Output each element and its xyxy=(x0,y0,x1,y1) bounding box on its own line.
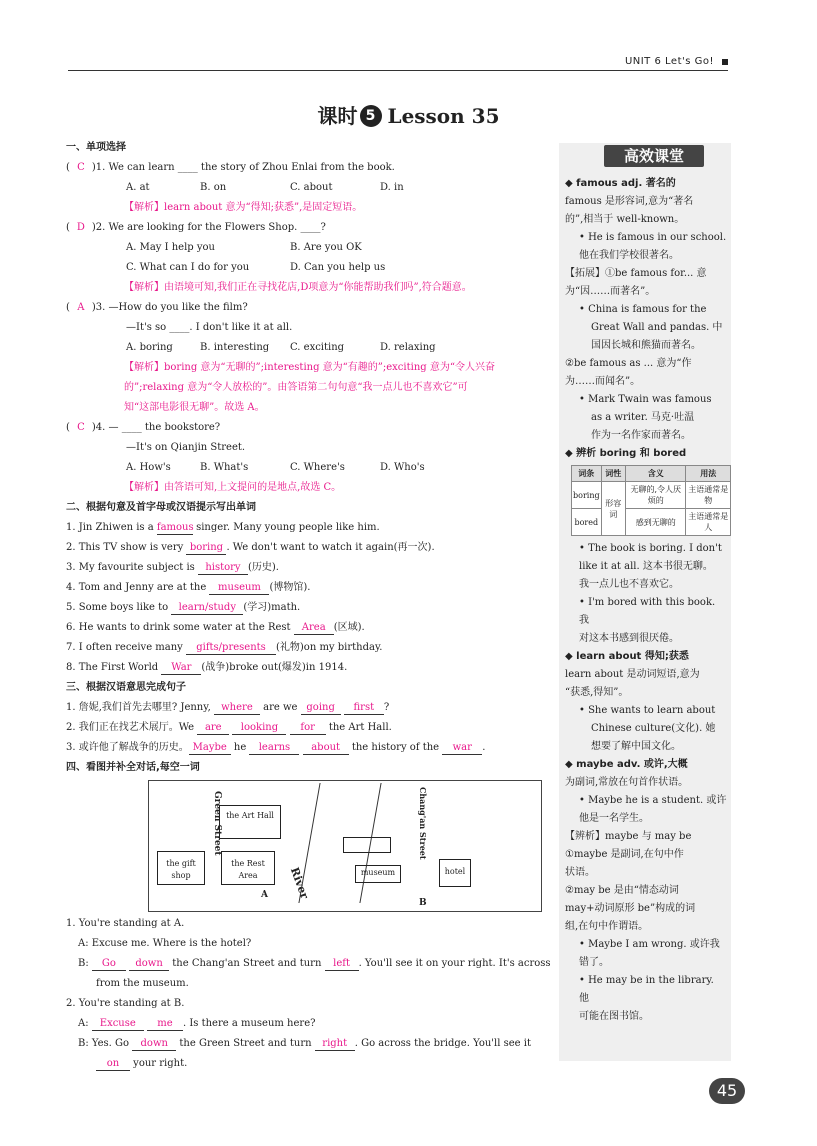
note-example: Chinese culture(文化). 她 xyxy=(591,723,716,734)
fill-item: 5. Some boys like to learn/study (学习)math. xyxy=(66,602,301,613)
map-tree xyxy=(353,791,377,813)
dialogue-line: A: Excuse me. Where is the hotel? xyxy=(78,938,252,949)
question-1: ( C )1. We can learn ____ the story of Zhou Enlai from the book. xyxy=(66,158,551,178)
option: D. relaxing xyxy=(380,342,436,353)
note-example: 对这本书感到很厌倦。 xyxy=(579,633,679,644)
answer-blank: me xyxy=(147,1018,183,1031)
option: C. What can I do for you xyxy=(126,262,250,273)
answer-blank: are xyxy=(197,722,229,735)
section-4-title: 四、看图并补全对话,每空一词 xyxy=(66,762,200,773)
options xyxy=(66,258,551,278)
explanation: 【解析】由语境可知,我们正在寻找花店,D项意为“你能帮助我们吗”,符合题意。 xyxy=(124,282,472,293)
dialogue-line: from the museum. xyxy=(96,978,189,989)
answer-blank: gifts/presents xyxy=(186,642,276,655)
exercise-column xyxy=(66,138,551,1074)
dialogue-line: B: Yes. Go down the Green Street and turn right . Go across the bridge. You'll see it xyxy=(78,1038,531,1049)
rest-area-building: the Rest Area xyxy=(221,851,275,885)
option: C. about xyxy=(290,182,333,193)
fill-item: 4. Tom and Jenny are at the museum (博物馆). xyxy=(66,582,311,593)
note-text: 【辨析】maybe 与 may be xyxy=(565,831,692,842)
question-3: ( A )3. —How do you like the film? xyxy=(66,298,551,318)
answer-blank: War xyxy=(161,662,201,675)
lesson-title: Lesson 35 xyxy=(387,104,500,128)
option: B. interesting xyxy=(200,342,270,353)
page-number: 45 xyxy=(709,1078,745,1104)
section-2-title: 二、根据句意及首字母或汉语提示写出单词 xyxy=(66,502,256,513)
note-text: 状语。 xyxy=(565,867,595,878)
question-text-line2: —It's so ____. I don't like it at all. xyxy=(126,322,293,333)
question-4: ( C )4. — ____ the bookstore? xyxy=(66,418,551,438)
answer-blank: about xyxy=(303,742,349,755)
note-text: “获悉,得知”。 xyxy=(565,687,629,698)
unit-label: UNIT 6 Let's Go! xyxy=(624,56,714,67)
fill-item: 8. The First World War (战争)broke out(爆发)in 1914. xyxy=(66,662,348,673)
note-example: • Mark Twain was famous xyxy=(579,394,712,405)
option: D. in xyxy=(380,182,404,193)
square-icon xyxy=(722,59,728,65)
fill-item: 2. This TV show is very boring . We don't want to watch it again(再一次). xyxy=(66,542,435,553)
point-a-label: A xyxy=(261,890,268,900)
note-text: ②be famous as ... 意为“作 xyxy=(565,358,692,369)
translate-item: 1. 詹妮,我们首先去哪里? Jenny, where are we going first ? xyxy=(66,702,390,713)
option: D. Can you help us xyxy=(290,262,386,273)
question-text: )1. We can learn ____ the story of Zhou Enlai from the book. xyxy=(91,162,395,173)
bridge xyxy=(343,837,391,853)
art-hall-building: the Art Hall xyxy=(219,805,281,839)
note-heading: ◆ maybe adv. 或许,大概 xyxy=(565,759,688,770)
option: A. boring xyxy=(126,342,173,353)
explanation: 【解析】由答语可知,上文提问的是地点,故选 C。 xyxy=(124,482,342,493)
note-example: • He is famous in our school. xyxy=(579,232,727,243)
page-header xyxy=(68,56,728,71)
option: D. Who's xyxy=(380,462,425,473)
note-example: 我一点儿也不喜欢它。 xyxy=(579,579,679,590)
note-example: 错了。 xyxy=(579,957,609,968)
option: A. How's xyxy=(126,462,171,473)
note-example: • The book is boring. I don't xyxy=(579,543,722,554)
notes-tag: 高效课堂 xyxy=(604,145,704,167)
note-example: 他在我们学校很著名。 xyxy=(579,250,679,261)
lesson-number-badge: 5 xyxy=(360,105,382,127)
note-heading: ◆ learn about 得知;获悉 xyxy=(565,651,689,662)
note-text: 的”,相当于 well-known。 xyxy=(565,214,685,225)
note-text: 组,在句中作谓语。 xyxy=(565,921,649,932)
translate-item: 2. 我们正在找艺术展厅。We are looking for the Art Hall. xyxy=(66,722,392,733)
section-3-title: 三、根据汉语意思完成句子 xyxy=(66,682,186,693)
question-2: ( D )2. We are looking for the Flowers Shop. ____? xyxy=(66,218,551,238)
answer-blank: Go xyxy=(92,958,126,971)
answer-blank: down xyxy=(132,1038,176,1051)
page-title xyxy=(0,100,817,129)
answer-blank: right xyxy=(315,1038,355,1051)
note-example: 作为一名作家而著名。 xyxy=(591,430,691,441)
dialogue-line: on your right. xyxy=(66,1054,551,1074)
option: B. on xyxy=(200,182,227,193)
options xyxy=(66,458,551,478)
dialogue-1-head: 1. You're standing at A. xyxy=(66,918,185,929)
note-example: 国因长城和熊猫而著名。 xyxy=(591,340,701,351)
explanation: 【解析】learn about 意为“得知;获悉”,是固定短语。 xyxy=(124,202,363,213)
river-label: River xyxy=(287,865,312,901)
fill-item: 7. I often receive many gifts/presents (礼物)on my birthday. xyxy=(66,642,383,653)
gift-shop-building: the gift shop xyxy=(157,851,205,885)
note-example: • China is famous for the xyxy=(579,304,707,315)
answer-blank: looking xyxy=(232,722,286,735)
option: C. Where's xyxy=(290,462,345,473)
note-example: • He may be in the library. 他 xyxy=(579,975,714,1004)
hotel-building: hotel xyxy=(439,859,471,887)
answer-blank: where xyxy=(214,702,260,715)
option: B. What's xyxy=(200,462,249,473)
green-street-label: Green Street xyxy=(212,791,222,856)
answer: C xyxy=(77,422,85,433)
point-b-label: B xyxy=(419,898,427,908)
answer-blank: boring xyxy=(186,542,226,555)
answer-blank: learns xyxy=(249,742,299,755)
option: A. at xyxy=(126,182,150,193)
options xyxy=(66,338,551,358)
note-example: 可能在图书馆。 xyxy=(579,1011,649,1022)
note-heading: ◆ 辨析 boring 和 bored xyxy=(565,448,687,459)
answer-blank: going xyxy=(301,702,341,715)
answer-blank: war xyxy=(442,742,482,755)
explanation: 知“这部电影很无聊”。故选 A。 xyxy=(124,402,265,413)
note-example: • Maybe I am wrong. 或许我 xyxy=(579,939,720,950)
dialogue-line: B: Go down the Chang'an Street and turn left . You'll see it on your right. It's across xyxy=(78,958,551,969)
note-text: 为“因……而著名”。 xyxy=(565,286,656,297)
notes-panel xyxy=(559,143,731,1061)
note-text: 为……而闻名”。 xyxy=(565,376,641,387)
dialogue-line: A: Excuse me . Is there a museum here? xyxy=(78,1018,316,1029)
answer-blank: Area xyxy=(294,622,334,635)
museum-building: museum xyxy=(355,865,401,883)
answer-blank: first xyxy=(344,702,384,715)
options xyxy=(66,238,551,258)
notes-body xyxy=(565,175,727,1026)
note-heading: ◆ famous adj. 著名的 xyxy=(565,178,676,189)
note-text: ①maybe 是副词,在句中作 xyxy=(565,849,684,860)
answer-blank: on xyxy=(96,1058,130,1071)
note-example: • She wants to learn about xyxy=(579,705,716,716)
option: A. May I help you xyxy=(126,242,215,253)
note-text: 【拓展】①be famous for... 意 xyxy=(565,268,707,279)
changan-street-label: Chang'an Street xyxy=(418,787,428,860)
fill-item: 3. My favourite subject is history (历史). xyxy=(66,562,279,573)
fill-item: 1. Jin Zhiwen is a famous singer. Many young people like him. xyxy=(66,522,380,533)
question-text: )3. —How do you like the film? xyxy=(91,302,248,313)
answer: A xyxy=(77,302,85,313)
answer: C xyxy=(77,162,85,173)
answer-blank: for xyxy=(290,722,326,735)
note-example: Great Wall and pandas. 中 xyxy=(591,322,723,333)
section-1-title: 一、单项选择 xyxy=(66,142,126,153)
explanation: 【解析】boring 意为“无聊的”;interesting 意为“有趣的”;exciting 意为“令人兴奋 xyxy=(124,362,495,373)
note-text: famous 是形容词,意为“著名 xyxy=(565,196,694,207)
translate-item: 3. 或许他了解战争的历史。 Maybe he learns about the history of the war . xyxy=(66,742,486,753)
street-map xyxy=(148,780,542,912)
note-text: 为副词,常放在句首作状语。 xyxy=(565,777,689,788)
title-prefix: 课时 xyxy=(317,104,358,128)
comparison-table: 词条 词性 含义 用法 boring 形容词 无聊的,令人厌烦的 主语通常是物 bored 感到无聊的 主语通常是人 xyxy=(571,465,731,536)
answer-blank: history xyxy=(198,562,248,575)
options xyxy=(66,178,551,198)
note-text: may+动词原形 be”构成的词 xyxy=(565,903,696,914)
question-text: )2. We are looking for the Flowers Shop. ____? xyxy=(91,222,326,233)
note-example: 他是一名学生。 xyxy=(579,813,649,824)
note-example: 想要了解中国文化。 xyxy=(591,741,681,752)
question-text-line2: —It's on Qianjin Street. xyxy=(126,442,246,453)
note-example: like it at all. 这本书很无聊。 xyxy=(579,561,713,572)
note-example: • I'm bored with this book. 我 xyxy=(579,597,716,626)
note-text: ②may be 是由“情态动词 xyxy=(565,885,679,896)
answer-blank: museum xyxy=(209,582,269,595)
answer: D xyxy=(76,222,85,233)
option: B. Are you OK xyxy=(290,242,362,253)
answer-blank: famous xyxy=(156,522,194,533)
option: C. exciting xyxy=(290,342,345,353)
explanation: 的”;relaxing 意为“令人放松的”。由答语第二句句意“我一点儿也不喜欢它”可 xyxy=(124,382,468,393)
note-text: learn about 是动词短语,意为 xyxy=(565,669,700,680)
answer-blank: down xyxy=(129,958,169,971)
note-example: • Maybe he is a student. 或许 xyxy=(579,795,727,806)
dialogue-2-head: 2. You're standing at B. xyxy=(66,998,185,1009)
answer-blank: left xyxy=(325,958,359,971)
note-example: as a writer. 马克·吐温 xyxy=(591,412,695,423)
answer-blank: learn/study xyxy=(171,602,243,615)
fill-item: 6. He wants to drink some water at the Rest Area (区域). xyxy=(66,622,365,633)
answer-blank: Excuse xyxy=(92,1018,144,1031)
answer-blank: Maybe xyxy=(189,742,231,755)
question-text: )4. — ____ the bookstore? xyxy=(91,422,221,433)
